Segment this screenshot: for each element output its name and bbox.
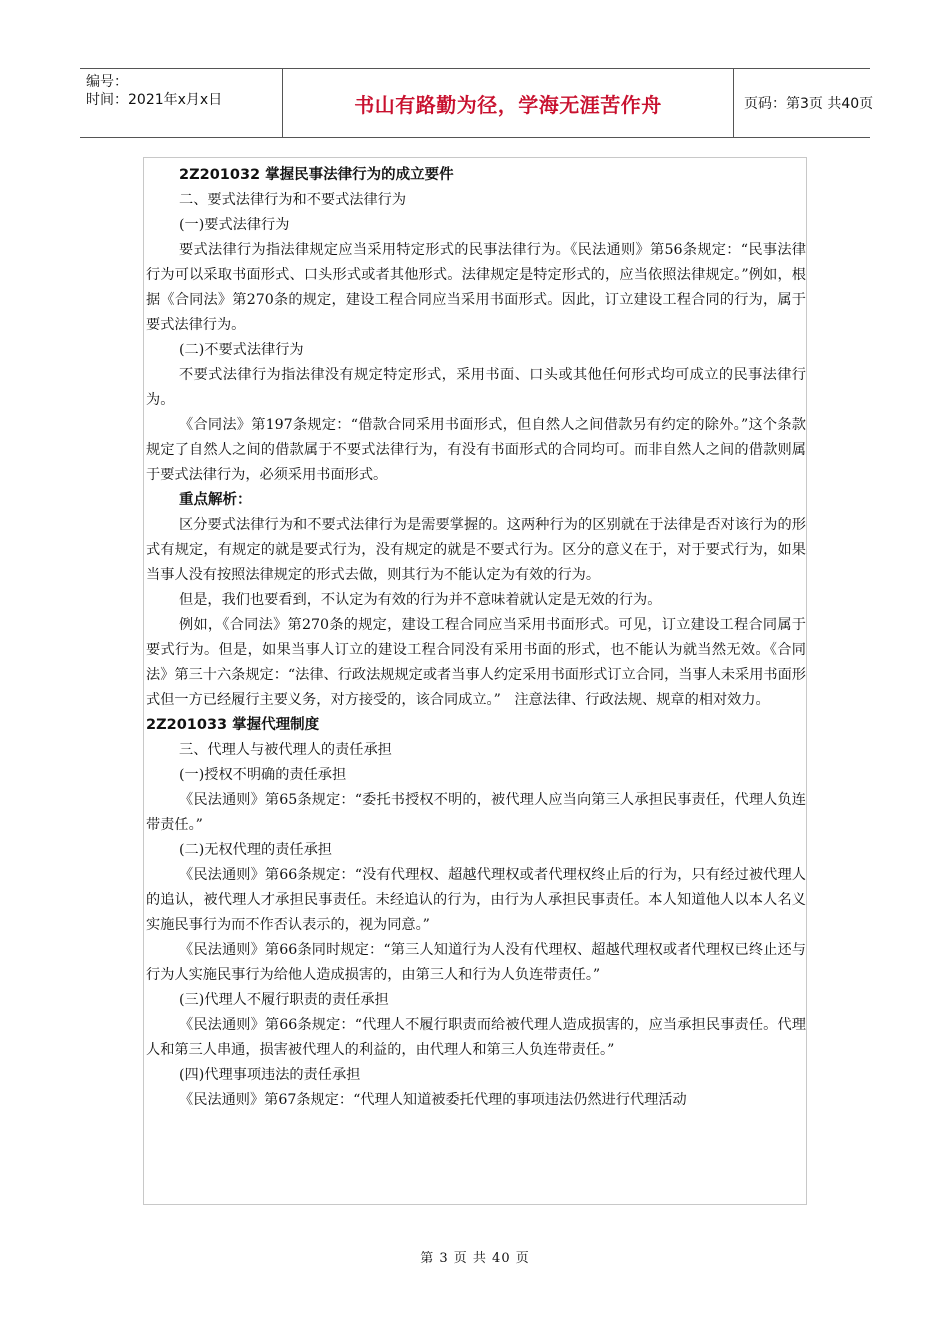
header-motto: 书山有路勤为径，学海无涯苦作舟 [282,69,734,137]
header-page-number: 页码：第3页 共40页 [744,96,874,112]
paragraph: 要式法律行为指法律规定应当采用特定形式的民事法律行为。《民法通则》第56条规定：“民事法律行为可以采取书面形式、口头形式或者其他形式。法律规定是特定形式的，应当依照法律规定。”例如，根据《合同法》第270条的规定，建设工程合同应当采用书面形式。因此，订立建设工程合同的行为，属于要式法律行为。 [146,242,806,333]
paragraph: 《民法通则》第65条规定：“委托书授权不明的，被代理人应当向第三人承担民事责任，代理人负连带责任。” [146,792,806,833]
section-heading: 2Z201033 掌握代理制度 [146,717,320,733]
section-heading: 2Z201032 掌握民事法律行为的成立要件 [179,167,454,183]
content-box [143,157,807,1205]
page-header [80,68,874,138]
paragraph: 《民法通则》第66条规定：“没有代理权、超越代理权或者代理权终止后的行为，只有经过被代理人的追认，被代理人才承担民事责任。未经追认的行为，由行为人承担民事责任。本人知道他人以本人名义实施民事行为而不作否认表示的，视为同意。” [146,867,806,933]
doc-number-label: 编号： [86,74,128,90]
paragraph: (二)无权代理的责任承担 [179,842,332,858]
paragraph: 三、代理人与被代理人的责任承担 [179,742,392,758]
paragraph: 《民法通则》第66条同时规定：“第三人知道行为人没有代理权、超越代理权或者代理权已终止还与行为人实施民事行为给他人造成损害的，由第三人和行为人负连带责任。” [146,942,806,983]
paragraph: (一)授权不明确的责任承担 [179,767,347,783]
header-meta [80,69,282,137]
paragraph: (一)要式法律行为 [179,217,290,233]
section-heading: 重点解析： [179,492,252,508]
paragraph: 例如，《合同法》第270条的规定，建设工程合同应当采用书面形式。可见，订立建设工程合同属于要式行为。但是，如果当事人订立的建设工程合同没有采用书面的形式，也不能认为就当然无效。《合同法》第三十六条规定：“法律、行政法规规定或者当事人约定采用书面形式订立合同，当事人未采用书面形式但一方已经履行主要义务，对方接受的，该合同成立。” 注意法律、行政法规、规章的相对效力。 [146,617,806,708]
paragraph: (四)代理事项违法的责任承担 [179,1067,361,1083]
paragraph: 《民法通则》第66条规定：“代理人不履行职责而给被代理人造成损害的，应当承担民事责任。代理人和第三人串通，损害被代理人的利益的，由代理人和第三人负连带责任。” [146,1017,806,1058]
paragraph: 《民法通则》第67条规定：“代理人知道被委托代理的事项违法仍然进行代理活动 [179,1092,687,1108]
paragraph: 不要式法律行为指法律没有规定特定形式，采用书面、口头或其他任何形式均可成立的民事法律行为。 [146,367,806,408]
paragraph: 但是，我们也要看到，不认定为有效的行为并不意味着就认定是无效的行为。 [179,592,662,608]
doc-time-label: 时间：2021年x月x日 [86,92,223,108]
paragraph: 区分要式法律行为和不要式法律行为是需要掌握的。这两种行为的区别就在于法律是否对该行为的形式有规定，有规定的就是要式行为，没有规定的就是不要式行为。区分的意义在于，对于要式行为，如果当事人没有按照法律规定的形式去做，则其行为不能认定为有效的行为。 [146,517,806,583]
paragraph: 二、要式法律行为和不要式法律行为 [179,192,407,208]
paragraph: (三)代理人不履行职责的责任承担 [179,992,389,1008]
paragraph: 《合同法》第197条规定：“借款合同采用书面形式，但自然人之间借款另有约定的除外。”这个条款规定了自然人之间的借款属于不要式法律行为，有没有书面形式的合同均可。而非自然人之间的借款则属于要式法律行为，必须采用书面形式。 [146,417,806,483]
paragraph: (二)不要式法律行为 [179,342,304,358]
page-footer: 第 3 页 共 40 页 [420,1251,530,1266]
